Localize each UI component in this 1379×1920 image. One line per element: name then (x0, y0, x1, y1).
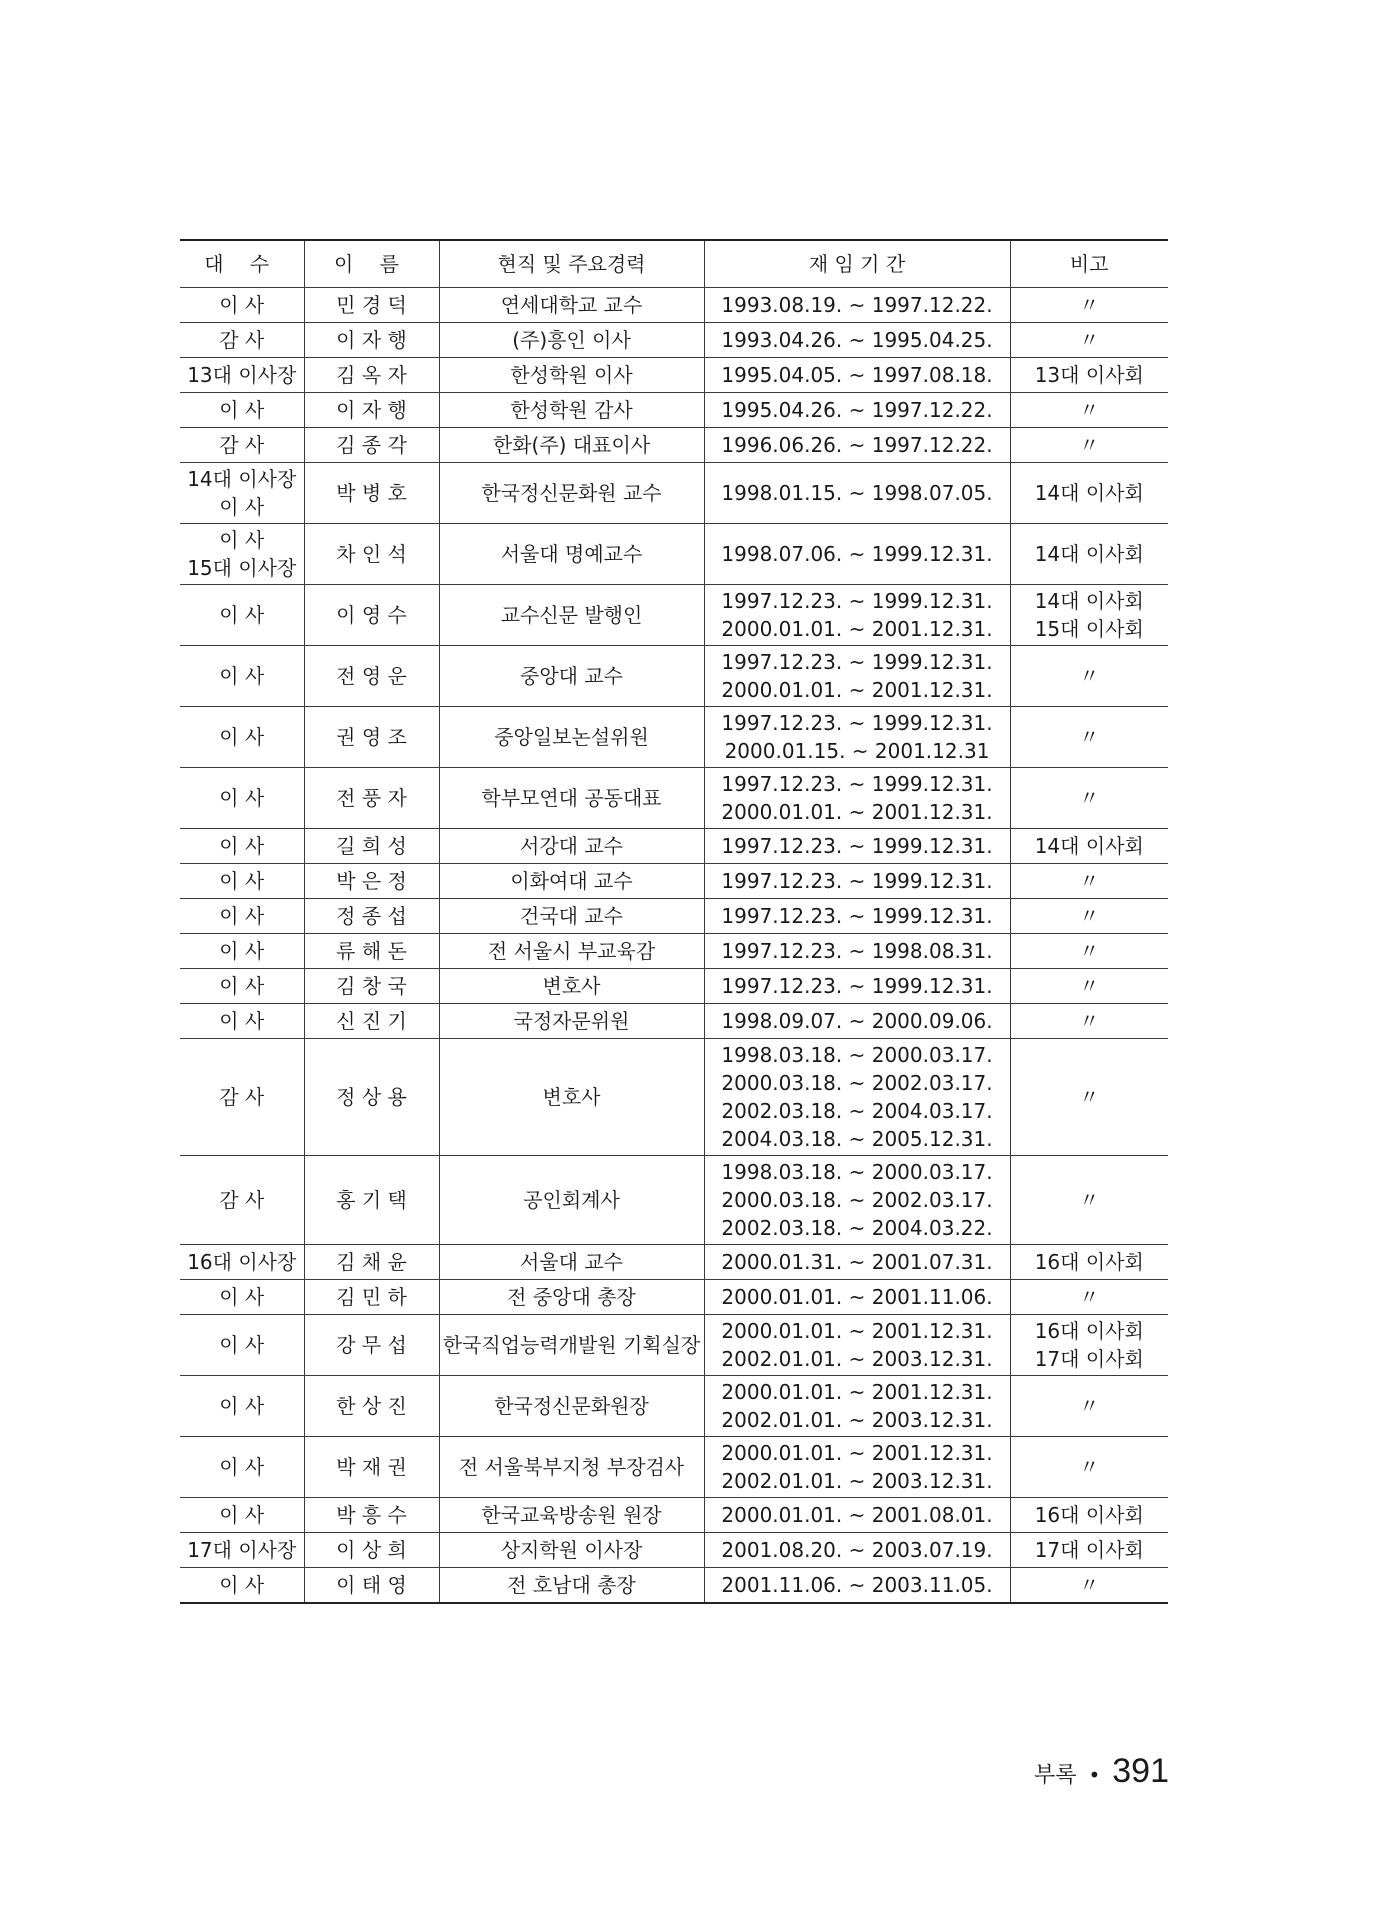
cell-rank-line: 이 사 (219, 398, 265, 422)
cell-name: 이 태 영 (304, 1568, 439, 1604)
cell-term-line: 2000.01.01. ~ 2001.12.31. (721, 1319, 993, 1343)
header-note: 비고 (1010, 240, 1168, 288)
table-row (180, 463, 1168, 524)
cell-career: 전 호남대 총장 (439, 1568, 704, 1604)
cell-rank-line: 이 사 (219, 869, 265, 893)
cell-name: 김 채 윤 (304, 1245, 439, 1280)
cell-note (1010, 1280, 1168, 1315)
cell-term (704, 899, 1010, 934)
cell-rank (180, 864, 304, 899)
cell-rank-line: 이 사 (219, 834, 265, 858)
cell-rank (180, 1156, 304, 1245)
cell-note-line: 〃 (1079, 664, 1100, 688)
cell-rank (180, 585, 304, 646)
cell-rank (180, 288, 304, 323)
table-row (180, 1568, 1168, 1604)
cell-note (1010, 1437, 1168, 1498)
cell-rank (180, 393, 304, 428)
cell-note-line: 17대 이사회 (1034, 1538, 1144, 1562)
cell-rank-line: 이 사 (219, 1285, 265, 1309)
cell-rank-line: 이 사 (219, 293, 265, 317)
cell-rank-line: 감 사 (219, 328, 265, 352)
cell-name: 류 해 돈 (304, 934, 439, 969)
cell-career: 중앙일보논설위원 (439, 707, 704, 768)
cell-name: 박 병 호 (304, 463, 439, 524)
cell-note-line: 14대 이사회 (1034, 589, 1144, 613)
cell-career: 한국정신문화원장 (439, 1376, 704, 1437)
cell-term-line: 1998.03.18. ~ 2000.03.17. (721, 1043, 993, 1067)
table-row (180, 323, 1168, 358)
cell-rank-line: 이 사 (219, 1009, 265, 1033)
cell-note (1010, 969, 1168, 1004)
cell-term-line: 1998.03.18. ~ 2000.03.17. (721, 1160, 993, 1184)
cell-term (704, 1568, 1010, 1604)
cell-name: 강 무 섭 (304, 1315, 439, 1376)
cell-note-line: 17대 이사회 (1034, 1347, 1144, 1371)
cell-term (704, 934, 1010, 969)
cell-career: (주)흥인 이사 (439, 323, 704, 358)
cell-rank (180, 1004, 304, 1039)
cell-term (704, 829, 1010, 864)
cell-note-line: 〃 (1079, 1085, 1100, 1109)
cell-term-line: 2002.01.01. ~ 2003.12.31. (721, 1408, 993, 1432)
table-row (180, 1156, 1168, 1245)
cell-term-line: 2000.01.01. ~ 2001.12.31. (721, 617, 993, 641)
cell-term-line: 2000.01.01. ~ 2001.12.31. (721, 1380, 993, 1404)
cell-career: 학부모연대 공동대표 (439, 768, 704, 829)
cell-term-line: 1997.12.23. ~ 1999.12.31. (721, 711, 993, 735)
cell-name: 김 창 국 (304, 969, 439, 1004)
cell-career: 한성학원 이사 (439, 358, 704, 393)
cell-note (1010, 1245, 1168, 1280)
table-row (180, 358, 1168, 393)
cell-term-line: 2002.03.18. ~ 2004.03.22. (721, 1216, 993, 1240)
cell-note-line: 〃 (1079, 786, 1100, 810)
cell-name: 이 자 행 (304, 323, 439, 358)
cell-name: 민 경 덕 (304, 288, 439, 323)
cell-term (704, 1498, 1010, 1533)
cell-rank-line: 이 사 (219, 904, 265, 928)
page-number: 391 (1112, 1752, 1169, 1790)
cell-note (1010, 934, 1168, 969)
page-footer (1034, 1752, 1169, 1791)
cell-term (704, 864, 1010, 899)
cell-career: 한국직업능력개발원 기획실장 (439, 1315, 704, 1376)
cell-career: 변호사 (439, 1039, 704, 1156)
cell-note (1010, 393, 1168, 428)
cell-career: 공인회계사 (439, 1156, 704, 1245)
cell-note (1010, 864, 1168, 899)
cell-term (704, 969, 1010, 1004)
cell-rank (180, 768, 304, 829)
cell-rank-line: 이 사 (219, 603, 265, 627)
cell-term-line: 1998.07.06. ~ 1999.12.31. (721, 542, 993, 566)
cell-career: 교수신문 발행인 (439, 585, 704, 646)
cell-term-line: 1997.12.23. ~ 1999.12.31. (721, 772, 993, 796)
cell-term (704, 1004, 1010, 1039)
cell-name: 박 은 정 (304, 864, 439, 899)
cell-note (1010, 1376, 1168, 1437)
cell-term-line: 2000.01.15. ~ 2001.12.31 (724, 739, 990, 763)
cell-name: 이 자 행 (304, 393, 439, 428)
table-row (180, 1376, 1168, 1437)
cell-rank-line: 감 사 (219, 1188, 265, 1212)
cell-rank (180, 646, 304, 707)
table-body (180, 288, 1168, 1604)
cell-rank-line: 이 사 (219, 786, 265, 810)
cell-rank-line: 이 사 (219, 528, 265, 552)
cell-note-line: 〃 (1079, 293, 1100, 317)
cell-term-line: 2001.11.06. ~ 2003.11.05. (721, 1573, 993, 1597)
cell-note-line: 14대 이사회 (1034, 542, 1144, 566)
cell-name: 신 진 기 (304, 1004, 439, 1039)
cell-term-line: 1996.06.26. ~ 1997.12.22. (721, 433, 993, 457)
appendix-label: 부록 (1033, 1763, 1077, 1788)
cell-note-line: 〃 (1079, 1455, 1100, 1479)
table-row (180, 1039, 1168, 1156)
cell-term (704, 1245, 1010, 1280)
cell-note (1010, 1156, 1168, 1245)
cell-name: 권 영 조 (304, 707, 439, 768)
cell-note (1010, 428, 1168, 463)
cell-term (704, 707, 1010, 768)
cell-note (1010, 707, 1168, 768)
cell-rank (180, 1245, 304, 1280)
cell-term-line: 1997.12.23. ~ 1998.08.31. (721, 939, 993, 963)
cell-career: 전 중앙대 총장 (439, 1280, 704, 1315)
table-row (180, 829, 1168, 864)
cell-note (1010, 1568, 1168, 1604)
cell-term (704, 524, 1010, 585)
cell-note-line: 〃 (1079, 1009, 1100, 1033)
board-members-table (180, 239, 1168, 1604)
cell-term (704, 585, 1010, 646)
header-rank: 대 수 (180, 240, 304, 288)
cell-career: 전 서울북부지청 부장검사 (439, 1437, 704, 1498)
cell-rank (180, 969, 304, 1004)
table-row (180, 524, 1168, 585)
cell-rank-line: 이 사 (219, 664, 265, 688)
cell-name: 이 상 희 (304, 1533, 439, 1568)
cell-name: 전 영 운 (304, 646, 439, 707)
table-row (180, 1437, 1168, 1498)
cell-term-line: 1997.12.23. ~ 1999.12.31. (721, 589, 993, 613)
table-row (180, 1315, 1168, 1376)
table-row (180, 934, 1168, 969)
cell-name: 길 희 성 (304, 829, 439, 864)
cell-term (704, 1437, 1010, 1498)
cell-note (1010, 829, 1168, 864)
cell-rank-line: 이 사 (219, 1333, 265, 1357)
table-row (180, 1498, 1168, 1533)
cell-note-line: 16대 이사회 (1034, 1250, 1144, 1274)
cell-note (1010, 1004, 1168, 1039)
cell-career: 서울대 명예교수 (439, 524, 704, 585)
cell-note-line: 〃 (1079, 398, 1100, 422)
cell-term (704, 428, 1010, 463)
cell-term (704, 463, 1010, 524)
table-row (180, 899, 1168, 934)
cell-term-line: 1993.04.26. ~ 1995.04.25. (721, 328, 993, 352)
cell-term-line: 1997.12.23. ~ 1999.12.31. (721, 650, 993, 674)
table-row (180, 1533, 1168, 1568)
cell-note-line: 〃 (1079, 939, 1100, 963)
cell-term-line: 1997.12.23. ~ 1999.12.31. (721, 904, 993, 928)
cell-term (704, 1039, 1010, 1156)
cell-rank (180, 1039, 304, 1156)
cell-rank (180, 1533, 304, 1568)
cell-note (1010, 358, 1168, 393)
cell-term-line: 1997.12.23. ~ 1999.12.31. (721, 974, 993, 998)
cell-term-line: 1997.12.23. ~ 1999.12.31. (721, 834, 993, 858)
cell-rank-line: 17대 이사장 (187, 1538, 297, 1562)
table-row (180, 969, 1168, 1004)
cell-career: 서강대 교수 (439, 829, 704, 864)
cell-rank-line: 14대 이사장 (187, 467, 297, 491)
cell-note (1010, 585, 1168, 646)
cell-term-line: 2002.01.01. ~ 2003.12.31. (721, 1469, 993, 1493)
cell-rank-line: 이 사 (219, 1394, 265, 1418)
table-row (180, 288, 1168, 323)
cell-name: 정 종 섭 (304, 899, 439, 934)
cell-note-line: 14대 이사회 (1034, 481, 1144, 505)
cell-note-line: 〃 (1079, 1573, 1100, 1597)
cell-term-line: 2004.03.18. ~ 2005.12.31. (721, 1127, 993, 1151)
cell-note-line: 15대 이사회 (1034, 617, 1144, 641)
cell-rank (180, 1280, 304, 1315)
cell-term (704, 1315, 1010, 1376)
cell-name: 홍 기 택 (304, 1156, 439, 1245)
table-row (180, 428, 1168, 463)
cell-note (1010, 899, 1168, 934)
cell-note (1010, 524, 1168, 585)
cell-term-line: 2000.03.18. ~ 2002.03.17. (721, 1071, 993, 1095)
cell-rank (180, 934, 304, 969)
cell-name: 김 옥 자 (304, 358, 439, 393)
cell-term (704, 1376, 1010, 1437)
cell-term (704, 1533, 1010, 1568)
cell-career: 한국교육방송원 원장 (439, 1498, 704, 1533)
cell-rank (180, 707, 304, 768)
table-header (180, 240, 1168, 288)
cell-rank (180, 1498, 304, 1533)
cell-note-line: 16대 이사회 (1034, 1319, 1144, 1343)
table-row (180, 1245, 1168, 1280)
cell-term-line: 1993.08.19. ~ 1997.12.22. (721, 293, 993, 317)
cell-term-line: 2002.03.18. ~ 2004.03.17. (721, 1099, 993, 1123)
cell-term-line: 2000.01.01. ~ 2001.12.31. (721, 800, 993, 824)
cell-term (704, 768, 1010, 829)
table-row (180, 707, 1168, 768)
cell-career: 한화(주) 대표이사 (439, 428, 704, 463)
cell-career: 국정자문위원 (439, 1004, 704, 1039)
cell-note-line: 〃 (1079, 1188, 1100, 1212)
header-term: 재 임 기 간 (704, 240, 1010, 288)
cell-term-line: 2001.08.20. ~ 2003.07.19. (721, 1538, 993, 1562)
cell-name: 전 풍 자 (304, 768, 439, 829)
cell-rank (180, 1376, 304, 1437)
cell-rank (180, 829, 304, 864)
cell-note (1010, 1039, 1168, 1156)
cell-note (1010, 1498, 1168, 1533)
cell-note-line: 14대 이사회 (1034, 834, 1144, 858)
header-row (180, 240, 1168, 288)
cell-career: 상지학원 이사장 (439, 1533, 704, 1568)
cell-career: 중앙대 교수 (439, 646, 704, 707)
cell-rank-line: 이 사 (219, 939, 265, 963)
cell-note (1010, 463, 1168, 524)
cell-name: 박 재 권 (304, 1437, 439, 1498)
cell-rank-line: 15대 이사장 (187, 556, 297, 580)
cell-note-line: 〃 (1079, 1394, 1100, 1418)
cell-rank-line: 16대 이사장 (187, 1250, 297, 1274)
cell-note (1010, 288, 1168, 323)
cell-rank (180, 323, 304, 358)
cell-rank-line: 이 사 (219, 1573, 265, 1597)
cell-career: 전 서울시 부교육감 (439, 934, 704, 969)
cell-term (704, 1280, 1010, 1315)
cell-rank-line: 13대 이사장 (187, 363, 297, 387)
cell-rank-line: 이 사 (219, 1455, 265, 1479)
cell-note-line: 13대 이사회 (1034, 363, 1144, 387)
bullet-icon: • (1088, 1763, 1101, 1787)
cell-rank-line: 이 사 (219, 1503, 265, 1527)
cell-term-line: 2000.03.18. ~ 2002.03.17. (721, 1188, 993, 1212)
cell-term-line: 2000.01.01. ~ 2001.08.01. (721, 1503, 993, 1527)
cell-career: 한국정신문화원 교수 (439, 463, 704, 524)
cell-note (1010, 768, 1168, 829)
cell-rank (180, 1437, 304, 1498)
table-row (180, 585, 1168, 646)
cell-term-line: 2002.01.01. ~ 2003.12.31. (721, 1347, 993, 1371)
cell-note (1010, 1533, 1168, 1568)
cell-term (704, 288, 1010, 323)
cell-name: 이 영 수 (304, 585, 439, 646)
cell-term (704, 646, 1010, 707)
cell-rank (180, 358, 304, 393)
cell-term-line: 1997.12.23. ~ 1999.12.31. (721, 869, 993, 893)
cell-rank-line: 이 사 (219, 725, 265, 749)
cell-rank (180, 428, 304, 463)
table-row (180, 864, 1168, 899)
cell-term-line: 2000.01.01. ~ 2001.12.31. (721, 678, 993, 702)
cell-career: 한성학원 감사 (439, 393, 704, 428)
header-name: 이 름 (304, 240, 439, 288)
cell-term-line: 1995.04.26. ~ 1997.12.22. (721, 398, 993, 422)
cell-rank (180, 899, 304, 934)
cell-term-line: 2000.01.01. ~ 2001.12.31. (721, 1441, 993, 1465)
cell-note-line: 〃 (1079, 974, 1100, 998)
cell-term-line: 2000.01.01. ~ 2001.11.06. (721, 1285, 993, 1309)
header-career: 현직 및 주요경력 (439, 240, 704, 288)
table-row (180, 1280, 1168, 1315)
cell-rank-line: 감 사 (219, 433, 265, 457)
cell-note-line: 16대 이사회 (1034, 1503, 1144, 1527)
cell-term (704, 323, 1010, 358)
cell-rank (180, 524, 304, 585)
cell-note (1010, 1315, 1168, 1376)
cell-note-line: 〃 (1079, 725, 1100, 749)
cell-rank-line: 이 사 (219, 974, 265, 998)
cell-name: 차 인 석 (304, 524, 439, 585)
cell-note-line: 〃 (1079, 904, 1100, 928)
cell-career: 변호사 (439, 969, 704, 1004)
cell-name: 한 상 진 (304, 1376, 439, 1437)
cell-note (1010, 323, 1168, 358)
table-row (180, 646, 1168, 707)
table-row (180, 1004, 1168, 1039)
cell-rank (180, 1568, 304, 1604)
cell-note-line: 〃 (1079, 869, 1100, 893)
cell-name: 김 종 각 (304, 428, 439, 463)
cell-name: 김 민 하 (304, 1280, 439, 1315)
cell-name: 정 상 용 (304, 1039, 439, 1156)
cell-rank-line: 감 사 (219, 1085, 265, 1109)
cell-rank-line: 이 사 (219, 495, 265, 519)
cell-note-line: 〃 (1079, 328, 1100, 352)
cell-career: 건국대 교수 (439, 899, 704, 934)
cell-career: 이화여대 교수 (439, 864, 704, 899)
table-row (180, 393, 1168, 428)
table-row (180, 768, 1168, 829)
cell-term (704, 358, 1010, 393)
cell-career: 연세대학교 교수 (439, 288, 704, 323)
cell-term-line: 1998.01.15. ~ 1998.07.05. (721, 481, 993, 505)
cell-rank (180, 1315, 304, 1376)
cell-note (1010, 646, 1168, 707)
cell-term-line: 1995.04.05. ~ 1997.08.18. (721, 363, 993, 387)
cell-career: 서울대 교수 (439, 1245, 704, 1280)
cell-name: 박 흥 수 (304, 1498, 439, 1533)
cell-term-line: 1998.09.07. ~ 2000.09.06. (721, 1009, 993, 1033)
cell-rank (180, 463, 304, 524)
cell-note-line: 〃 (1079, 433, 1100, 457)
cell-term (704, 1156, 1010, 1245)
cell-term-line: 2000.01.31. ~ 2001.07.31. (721, 1250, 993, 1274)
cell-term (704, 393, 1010, 428)
cell-note-line: 〃 (1079, 1285, 1100, 1309)
